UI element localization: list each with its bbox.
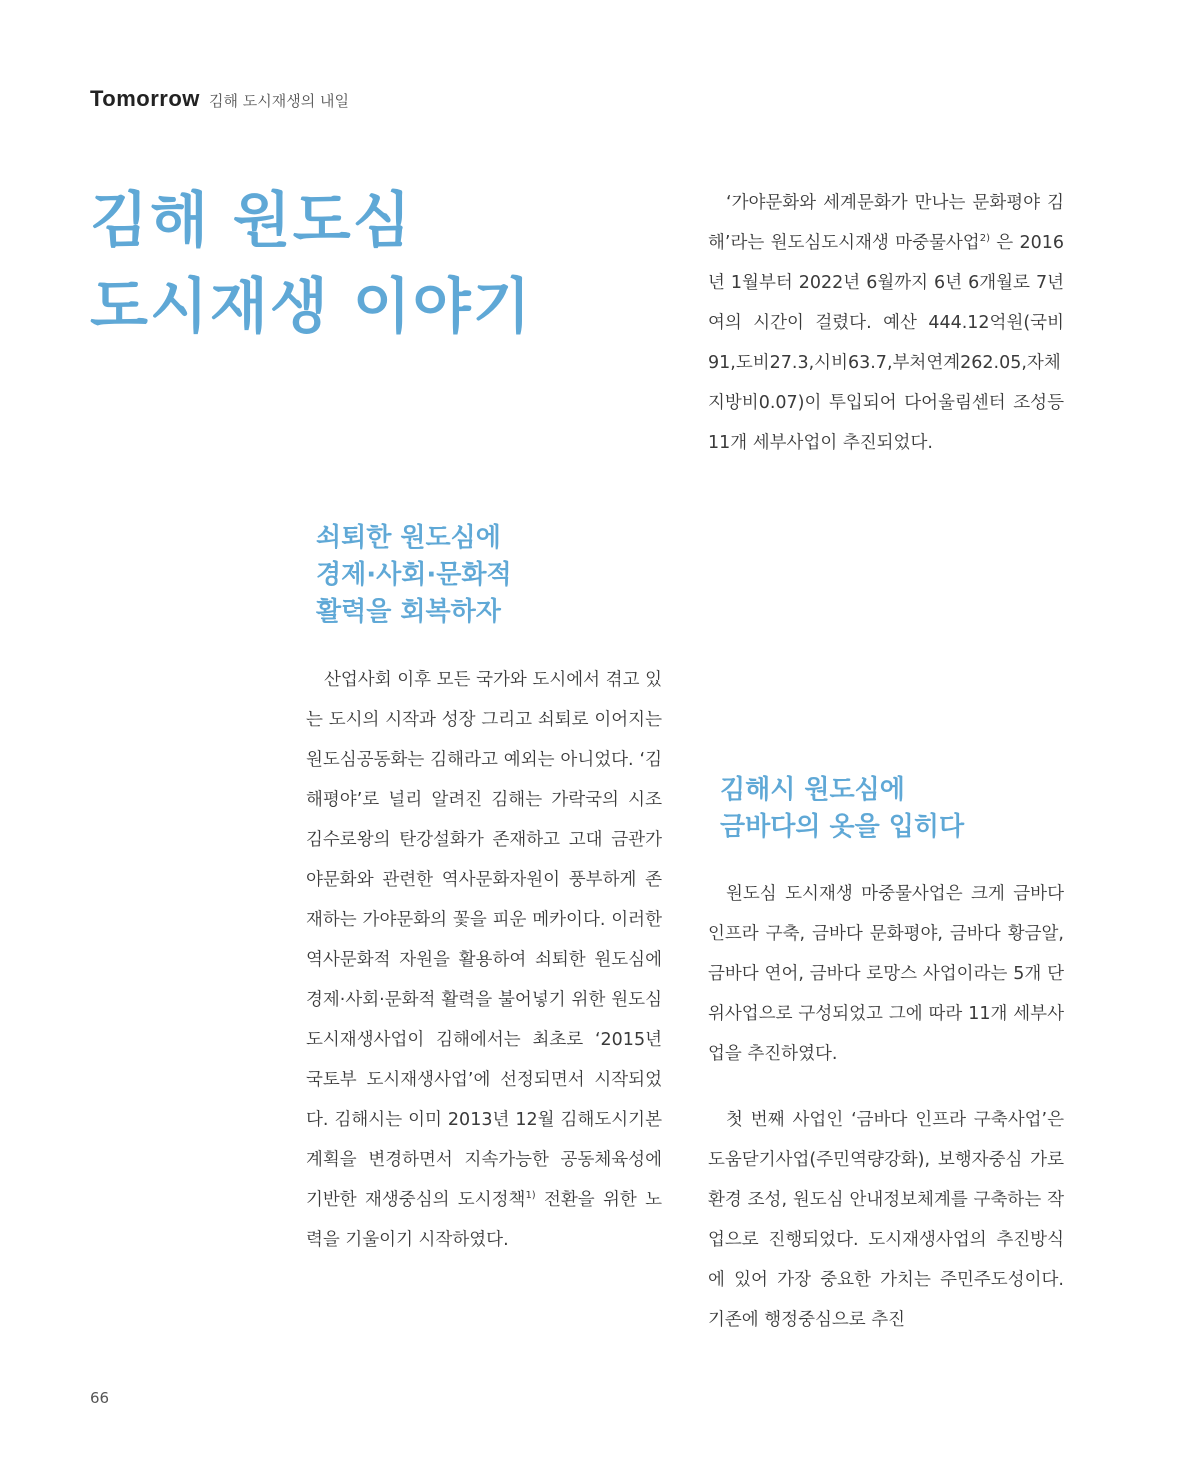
section-2-body bbox=[708, 874, 1064, 1340]
section-1-text-b: 전환을 위한 노력을 기울이기 시작하였다. bbox=[306, 1190, 662, 1250]
intro-text-b: 은 2016년 1월부터 2022년 6월까지 6년 6개월로 7년여의 시간이 걸렸다. 예산 444.12억원(국비91,도비27.3,시비63.7,부처연계262.05,자체지방비0.07)이 투입되어 다어울림센터 조성등 11개 세부사업이 추진되었다. bbox=[708, 233, 1064, 453]
page-title bbox=[90, 178, 630, 350]
footnote-marker-2: 2) bbox=[979, 233, 990, 245]
section-2-heading bbox=[720, 772, 1080, 846]
page-title-line-2: 도시재생 이야기 bbox=[90, 272, 533, 342]
intro-column bbox=[708, 183, 1064, 463]
intro-paragraph bbox=[708, 183, 1064, 463]
section-2-paragraph-1: 원도심 도시재생 마중물사업은 크게 금바다 인프라 구축, 금바다 문화평야, 금바다 황금알, 금바다 연어, 금바다 로망스 사업이라는 5개 단위사업으로 구성되었고 그에 따라 11개 세부사업을 추진하였다. bbox=[708, 884, 1064, 1064]
section-2-heading-line: 금바다의 옷을 입히다 bbox=[720, 812, 965, 842]
intro-text-a: ‘가야문화와 세계문화가 만나는 문화평야 김해’라는 원도심도시재생 마중물사업 bbox=[708, 193, 1064, 253]
section-1-body bbox=[306, 660, 662, 1260]
section-1-text-a: 산업사회 이후 모든 국가와 도시에서 겪고 있는 도시의 시작과 성장 그리고 쇠퇴로 이어지는 원도심공동화는 김해라고 예외는 아니었다. ‘김해평야’로 널리 알려진 김해는 가락국의 시조 김수로왕의 탄강설화가 존재하고 고대 금관가야문화와 관련한 역사문화자원이 풍부하게 존재하는 가야문화의 꽃을 피운 메카이다. 이러한 역사문화적 자원을 활용하여 쇠퇴한 원도심에 경제·사회·문화적 활력을 불어넣기 위한 원도심 도시재생사업이 김해에서는 최초로 ‘2015년 국토부 도시재생사업’에 선정되면서 시작되었다. 김해시는 이미 2013년 12월 김해도시기본계획을 변경하면서 지속가능한 공동체육성에 기반한 재생중심의 도시정책 bbox=[306, 670, 662, 1210]
magazine-brand: Tomorrow bbox=[90, 86, 200, 111]
section-2-paragraph-2: 첫 번째 사업인 ‘금바다 인프라 구축사업’은 도움닫기사업(주민역량강화), 보행자중심 가로환경 조성, 원도심 안내정보체계를 구축하는 작업으로 진행되었다. 도시재생사업의 추진방식에 있어 가장 중요한 가치는 주민주도성이다. 기존에 행정중심으로 추진 bbox=[708, 1110, 1064, 1330]
running-header bbox=[90, 86, 349, 112]
section-subtitle: 김해 도시재생의 내일 bbox=[209, 92, 349, 110]
section-1-paragraph bbox=[306, 660, 662, 1260]
page-title-line-1: 김해 원도심 bbox=[90, 186, 413, 256]
footnote-marker-1: 1) bbox=[525, 1190, 536, 1202]
page-number: 66 bbox=[90, 1389, 110, 1407]
section-2-heading-line: 김해시 원도심에 bbox=[720, 775, 905, 805]
section-1-heading bbox=[316, 520, 676, 631]
section-1-heading-line: 쇠퇴한 원도심에 bbox=[316, 523, 501, 553]
section-1-heading-line: 활력을 회복하자 bbox=[316, 597, 501, 627]
section-1-heading-line: 경제·사회·문화적 bbox=[316, 560, 512, 590]
